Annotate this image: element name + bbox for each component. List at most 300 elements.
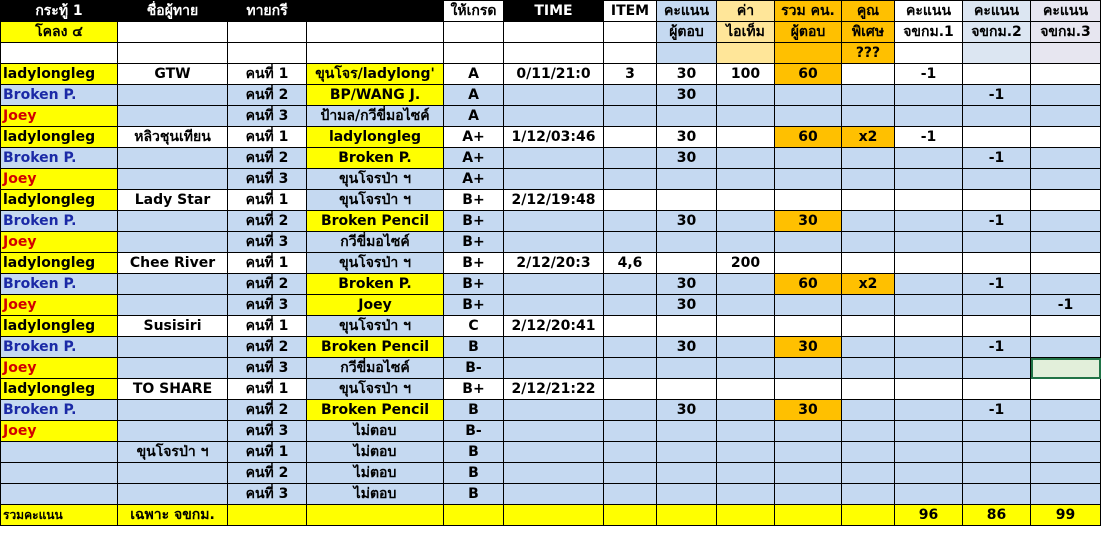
multiplier[interactable] [842, 211, 895, 232]
header-cell[interactable]: คะแนน [963, 1, 1031, 22]
item[interactable] [604, 484, 657, 505]
judge2-score[interactable] [963, 64, 1031, 85]
item[interactable] [604, 127, 657, 148]
judge3-score[interactable] [1031, 337, 1101, 358]
time[interactable] [504, 463, 604, 484]
header-cell[interactable]: โคลง ๔ [1, 22, 118, 43]
answer-score[interactable] [657, 106, 717, 127]
item-value[interactable] [717, 421, 775, 442]
guess-answer[interactable]: Broken P. [307, 148, 444, 169]
judge3-score[interactable] [1031, 442, 1101, 463]
multiplier[interactable] [842, 442, 895, 463]
total-answer[interactable] [775, 295, 842, 316]
poem-title[interactable] [118, 85, 228, 106]
player-name[interactable]: ladylongleg [1, 253, 118, 274]
header-cell[interactable]: จขกม.3 [1031, 22, 1101, 43]
time[interactable] [504, 274, 604, 295]
player-name[interactable]: Joey [1, 106, 118, 127]
judge2-score[interactable] [963, 358, 1031, 379]
item[interactable]: 3 [604, 64, 657, 85]
guess-answer[interactable]: ป้ามล/กวีขี่มอไซค์ [307, 106, 444, 127]
judge2-score[interactable] [963, 463, 1031, 484]
poem-title[interactable] [118, 295, 228, 316]
time[interactable]: 2/12/20:41 [504, 316, 604, 337]
judge3-score[interactable] [1031, 232, 1101, 253]
player-name[interactable]: ladylongleg [1, 316, 118, 337]
player-name[interactable]: Broken P. [1, 337, 118, 358]
player-name[interactable] [1, 463, 118, 484]
player-name[interactable] [1, 442, 118, 463]
guess-answer[interactable]: Joey [307, 295, 444, 316]
header-cell[interactable] [657, 43, 717, 64]
total-answer[interactable] [775, 148, 842, 169]
header-cell[interactable] [604, 43, 657, 64]
header-cell[interactable]: คะแนน [657, 1, 717, 22]
footer-label[interactable]: รวมคะแนน [1, 505, 118, 526]
footer-cell[interactable] [842, 505, 895, 526]
header-cell[interactable]: รวม คน. [775, 1, 842, 22]
poem-title[interactable]: GTW [118, 64, 228, 85]
item[interactable] [604, 190, 657, 211]
header-cell[interactable] [307, 22, 444, 43]
player-name[interactable]: Joey [1, 295, 118, 316]
guess-answer[interactable]: BP/WANG J. [307, 85, 444, 106]
header-cell[interactable]: คะแนน [1031, 1, 1101, 22]
judge3-score[interactable] [1031, 484, 1101, 505]
answerer-slot[interactable]: คนที่ 3 [228, 358, 307, 379]
header-cell[interactable] [604, 22, 657, 43]
item[interactable] [604, 295, 657, 316]
judge2-score[interactable]: -1 [963, 85, 1031, 106]
poem-title[interactable]: Susisiri [118, 316, 228, 337]
time[interactable]: 1/12/03:46 [504, 127, 604, 148]
answer-score[interactable]: 30 [657, 211, 717, 232]
item-value[interactable]: 100 [717, 64, 775, 85]
player-name[interactable]: ladylongleg [1, 190, 118, 211]
answer-score[interactable] [657, 169, 717, 190]
header-cell[interactable]: TIME [504, 1, 604, 22]
player-name[interactable]: Broken P. [1, 211, 118, 232]
item-value[interactable]: 200 [717, 253, 775, 274]
grade[interactable]: B+ [444, 295, 504, 316]
multiplier[interactable]: x2 [842, 127, 895, 148]
header-cell[interactable]: ให้เกรด [444, 1, 504, 22]
header-cell[interactable]: พิเศษ [842, 22, 895, 43]
poem-title[interactable] [118, 106, 228, 127]
grade[interactable]: B [444, 463, 504, 484]
judge2-score[interactable] [963, 295, 1031, 316]
answerer-slot[interactable]: คนที่ 2 [228, 337, 307, 358]
answer-score[interactable]: 30 [657, 295, 717, 316]
time[interactable] [504, 211, 604, 232]
multiplier[interactable] [842, 232, 895, 253]
grade[interactable]: A+ [444, 127, 504, 148]
multiplier[interactable] [842, 190, 895, 211]
judge1-score[interactable] [895, 442, 963, 463]
poem-title[interactable] [118, 169, 228, 190]
answer-score[interactable] [657, 484, 717, 505]
total-answer[interactable] [775, 190, 842, 211]
answer-score[interactable]: 30 [657, 127, 717, 148]
poem-title[interactable]: Lady Star [118, 190, 228, 211]
answer-score[interactable]: 30 [657, 400, 717, 421]
header-cell[interactable] [717, 43, 775, 64]
grade[interactable]: B [444, 337, 504, 358]
header-cell[interactable]: ชื่อผู้ทาย [118, 1, 228, 22]
total-answer[interactable] [775, 484, 842, 505]
poem-title[interactable]: ขุนโจรป่า ฯ [118, 442, 228, 463]
poem-title[interactable] [118, 463, 228, 484]
judge3-score[interactable] [1031, 190, 1101, 211]
item[interactable] [604, 337, 657, 358]
guess-answer[interactable]: ขุนโจรป่า ฯ [307, 253, 444, 274]
judge1-score[interactable] [895, 337, 963, 358]
answerer-slot[interactable]: คนที่ 3 [228, 421, 307, 442]
multiplier[interactable] [842, 106, 895, 127]
multiplier[interactable] [842, 85, 895, 106]
multiplier[interactable] [842, 316, 895, 337]
poem-title[interactable]: TO SHARE [118, 379, 228, 400]
multiplier[interactable] [842, 295, 895, 316]
footer-cell[interactable] [657, 505, 717, 526]
answer-score[interactable] [657, 442, 717, 463]
time[interactable] [504, 148, 604, 169]
answerer-slot[interactable]: คนที่ 2 [228, 85, 307, 106]
judge3-score[interactable] [1031, 316, 1101, 337]
multiplier[interactable] [842, 64, 895, 85]
judge1-score[interactable] [895, 484, 963, 505]
header-cell[interactable]: ทายกรี [228, 1, 307, 22]
guess-answer[interactable]: ขุนโจรป่า ฯ [307, 169, 444, 190]
judge2-score[interactable]: -1 [963, 337, 1031, 358]
time[interactable] [504, 400, 604, 421]
guess-answer[interactable]: Broken P. [307, 274, 444, 295]
footer-cell[interactable] [444, 505, 504, 526]
judge2-score[interactable]: -1 [963, 274, 1031, 295]
item-value[interactable] [717, 400, 775, 421]
judge2-score[interactable] [963, 484, 1031, 505]
guess-answer[interactable]: ไม่ตอบ [307, 421, 444, 442]
item[interactable] [604, 379, 657, 400]
time[interactable] [504, 337, 604, 358]
guess-answer[interactable]: ขุนโจรป่า ฯ [307, 316, 444, 337]
multiplier[interactable] [842, 463, 895, 484]
judge2-score[interactable]: -1 [963, 211, 1031, 232]
item[interactable] [604, 358, 657, 379]
judge3-score[interactable] [1031, 148, 1101, 169]
player-name[interactable]: Joey [1, 421, 118, 442]
item[interactable] [604, 106, 657, 127]
item-value[interactable] [717, 274, 775, 295]
time[interactable] [504, 421, 604, 442]
judge3-score[interactable] [1031, 106, 1101, 127]
guess-answer[interactable]: Broken Pencil [307, 337, 444, 358]
guess-answer[interactable]: กวีขี่มอไซค์ [307, 232, 444, 253]
answerer-slot[interactable]: คนที่ 1 [228, 316, 307, 337]
answerer-slot[interactable]: คนที่ 3 [228, 484, 307, 505]
answerer-slot[interactable]: คนที่ 1 [228, 64, 307, 85]
header-cell[interactable] [895, 43, 963, 64]
footer-label-2[interactable]: เฉพาะ จขกม. [118, 505, 228, 526]
header-cell[interactable] [775, 43, 842, 64]
answerer-slot[interactable]: คนที่ 1 [228, 442, 307, 463]
grade[interactable]: B+ [444, 253, 504, 274]
judge2-score[interactable] [963, 316, 1031, 337]
judge2-score[interactable]: -1 [963, 148, 1031, 169]
guess-answer[interactable]: ขุนโจรป่า ฯ [307, 379, 444, 400]
time[interactable] [504, 295, 604, 316]
item[interactable] [604, 169, 657, 190]
judge1-score[interactable] [895, 211, 963, 232]
item-value[interactable] [717, 484, 775, 505]
total-answer[interactable] [775, 253, 842, 274]
total-answer[interactable] [775, 169, 842, 190]
multiplier[interactable] [842, 148, 895, 169]
guess-answer[interactable]: กวีขี่มอไซค์ [307, 358, 444, 379]
header-cell[interactable]: กระทู้ 1 [1, 1, 118, 22]
total-answer[interactable] [775, 379, 842, 400]
guess-answer[interactable]: ไม่ตอบ [307, 463, 444, 484]
header-cell[interactable] [228, 22, 307, 43]
poem-title[interactable] [118, 211, 228, 232]
item-value[interactable] [717, 442, 775, 463]
judge1-score[interactable]: -1 [895, 127, 963, 148]
answerer-slot[interactable]: คนที่ 1 [228, 127, 307, 148]
judge1-score[interactable] [895, 358, 963, 379]
judge2-score[interactable] [963, 421, 1031, 442]
judge1-score[interactable] [895, 169, 963, 190]
grade[interactable]: A [444, 64, 504, 85]
multiplier[interactable] [842, 421, 895, 442]
judge3-score[interactable] [1031, 379, 1101, 400]
item[interactable] [604, 211, 657, 232]
answerer-slot[interactable]: คนที่ 1 [228, 190, 307, 211]
total-answer[interactable]: 30 [775, 400, 842, 421]
header-cell[interactable]: ผู้ตอบ [657, 22, 717, 43]
item[interactable] [604, 421, 657, 442]
grade[interactable]: B [444, 442, 504, 463]
total-answer[interactable] [775, 85, 842, 106]
item-value[interactable] [717, 190, 775, 211]
item[interactable] [604, 463, 657, 484]
item-value[interactable] [717, 127, 775, 148]
judge1-score[interactable]: -1 [895, 64, 963, 85]
total-answer[interactable] [775, 106, 842, 127]
player-name[interactable]: Joey [1, 358, 118, 379]
multiplier[interactable] [842, 169, 895, 190]
item[interactable] [604, 274, 657, 295]
judge3-score[interactable]: -1 [1031, 295, 1101, 316]
answer-score[interactable] [657, 232, 717, 253]
item-value[interactable] [717, 106, 775, 127]
answer-score[interactable]: 30 [657, 85, 717, 106]
judge3-score[interactable] [1031, 127, 1101, 148]
judge3-score[interactable] [1031, 274, 1101, 295]
answerer-slot[interactable]: คนที่ 3 [228, 295, 307, 316]
header-cell[interactable] [118, 43, 228, 64]
judge3-score[interactable] [1031, 253, 1101, 274]
player-name[interactable]: Joey [1, 232, 118, 253]
time[interactable] [504, 442, 604, 463]
grade[interactable]: B+ [444, 190, 504, 211]
time[interactable]: 0/11/21:0 [504, 64, 604, 85]
time[interactable] [504, 169, 604, 190]
judge3-score[interactable] [1031, 169, 1101, 190]
footer-cell[interactable] [604, 505, 657, 526]
total-answer[interactable] [775, 358, 842, 379]
answerer-slot[interactable]: คนที่ 3 [228, 232, 307, 253]
poem-title[interactable] [118, 358, 228, 379]
header-cell[interactable]: ITEM [604, 1, 657, 22]
answer-score[interactable] [657, 190, 717, 211]
answerer-slot[interactable]: คนที่ 3 [228, 106, 307, 127]
multiplier[interactable] [842, 400, 895, 421]
judge1-score[interactable] [895, 190, 963, 211]
judge1-score[interactable] [895, 274, 963, 295]
footer-cell[interactable] [775, 505, 842, 526]
judge2-score[interactable] [963, 127, 1031, 148]
item[interactable] [604, 442, 657, 463]
poem-title[interactable] [118, 400, 228, 421]
judge3-score[interactable] [1031, 64, 1101, 85]
item-value[interactable] [717, 463, 775, 484]
answer-score[interactable]: 30 [657, 337, 717, 358]
total-answer[interactable]: 30 [775, 337, 842, 358]
footer-cell[interactable] [717, 505, 775, 526]
player-name[interactable]: ladylongleg [1, 127, 118, 148]
player-name[interactable]: Broken P. [1, 148, 118, 169]
answer-score[interactable] [657, 358, 717, 379]
answer-score[interactable]: 30 [657, 148, 717, 169]
grade[interactable]: B+ [444, 274, 504, 295]
item[interactable] [604, 400, 657, 421]
header-cell[interactable] [118, 22, 228, 43]
footer-cell[interactable] [228, 505, 307, 526]
grade[interactable]: A+ [444, 169, 504, 190]
answer-score[interactable] [657, 463, 717, 484]
multiplier[interactable]: x2 [842, 274, 895, 295]
guess-answer[interactable]: ไม่ตอบ [307, 484, 444, 505]
judge1-score[interactable] [895, 421, 963, 442]
header-cell[interactable]: คะแนน [895, 1, 963, 22]
judge1-score[interactable] [895, 379, 963, 400]
item-value[interactable] [717, 232, 775, 253]
time[interactable]: 2/12/21:22 [504, 379, 604, 400]
time[interactable] [504, 358, 604, 379]
time[interactable]: 2/12/19:48 [504, 190, 604, 211]
guess-answer[interactable]: ladylongleg [307, 127, 444, 148]
header-cell[interactable]: จขกม.2 [963, 22, 1031, 43]
time[interactable] [504, 232, 604, 253]
time[interactable]: 2/12/20:3 [504, 253, 604, 274]
judge1-score[interactable] [895, 85, 963, 106]
poem-title[interactable] [118, 484, 228, 505]
header-cell[interactable]: จขกม.1 [895, 22, 963, 43]
player-name[interactable]: Broken P. [1, 274, 118, 295]
guess-answer[interactable]: ขุนโจรป่า ฯ [307, 190, 444, 211]
item-value[interactable] [717, 358, 775, 379]
total-answer[interactable] [775, 463, 842, 484]
grade[interactable]: B+ [444, 379, 504, 400]
player-name[interactable]: ladylongleg [1, 379, 118, 400]
answer-score[interactable] [657, 421, 717, 442]
answerer-slot[interactable]: คนที่ 2 [228, 211, 307, 232]
guess-answer[interactable]: ไม่ตอบ [307, 442, 444, 463]
header-cell[interactable] [444, 22, 504, 43]
player-name[interactable]: Broken P. [1, 85, 118, 106]
judge3-score[interactable] [1031, 211, 1101, 232]
time[interactable] [504, 484, 604, 505]
item[interactable] [604, 316, 657, 337]
answer-score[interactable] [657, 379, 717, 400]
item[interactable] [604, 85, 657, 106]
item-value[interactable] [717, 148, 775, 169]
header-cell[interactable] [307, 43, 444, 64]
judge1-score[interactable] [895, 400, 963, 421]
multiplier[interactable] [842, 253, 895, 274]
player-name[interactable] [1, 484, 118, 505]
total-answer[interactable] [775, 316, 842, 337]
judge3-score[interactable] [1031, 463, 1101, 484]
answerer-slot[interactable]: คนที่ 2 [228, 274, 307, 295]
total-answer[interactable]: 60 [775, 64, 842, 85]
answer-score[interactable] [657, 316, 717, 337]
poem-title[interactable] [118, 421, 228, 442]
header-cell[interactable] [444, 43, 504, 64]
judge1-score[interactable] [895, 295, 963, 316]
judge2-score[interactable] [963, 232, 1031, 253]
header-cell[interactable] [307, 1, 444, 22]
item-value[interactable] [717, 379, 775, 400]
judge2-score[interactable] [963, 190, 1031, 211]
grade[interactable]: B- [444, 421, 504, 442]
total-answer[interactable]: 60 [775, 274, 842, 295]
grade[interactable]: B- [444, 358, 504, 379]
guess-answer[interactable]: Broken Pencil [307, 211, 444, 232]
total-answer[interactable] [775, 442, 842, 463]
header-cell[interactable]: ไอเท็ม [717, 22, 775, 43]
poem-title[interactable] [118, 274, 228, 295]
poem-title[interactable] [118, 337, 228, 358]
header-cell[interactable]: คูณ [842, 1, 895, 22]
footer-cell[interactable] [504, 505, 604, 526]
selected-cell[interactable] [1031, 358, 1101, 379]
poem-title[interactable] [118, 148, 228, 169]
answer-score[interactable]: 30 [657, 64, 717, 85]
footer-total-j1[interactable]: 96 [895, 505, 963, 526]
total-answer[interactable]: 30 [775, 211, 842, 232]
judge1-score[interactable] [895, 316, 963, 337]
item-value[interactable] [717, 337, 775, 358]
answerer-slot[interactable]: คนที่ 2 [228, 400, 307, 421]
answerer-slot[interactable]: คนที่ 1 [228, 379, 307, 400]
header-cell[interactable]: ??? [842, 43, 895, 64]
header-cell[interactable] [504, 43, 604, 64]
judge2-score[interactable]: -1 [963, 400, 1031, 421]
grade[interactable]: B+ [444, 232, 504, 253]
judge1-score[interactable] [895, 106, 963, 127]
footer-total-j3[interactable]: 99 [1031, 505, 1101, 526]
footer-cell[interactable] [307, 505, 444, 526]
answer-score[interactable]: 30 [657, 274, 717, 295]
time[interactable] [504, 85, 604, 106]
item-value[interactable] [717, 295, 775, 316]
poem-title[interactable]: Chee River [118, 253, 228, 274]
grade[interactable]: B [444, 400, 504, 421]
player-name[interactable]: ladylongleg [1, 64, 118, 85]
multiplier[interactable] [842, 379, 895, 400]
grade[interactable]: B+ [444, 211, 504, 232]
